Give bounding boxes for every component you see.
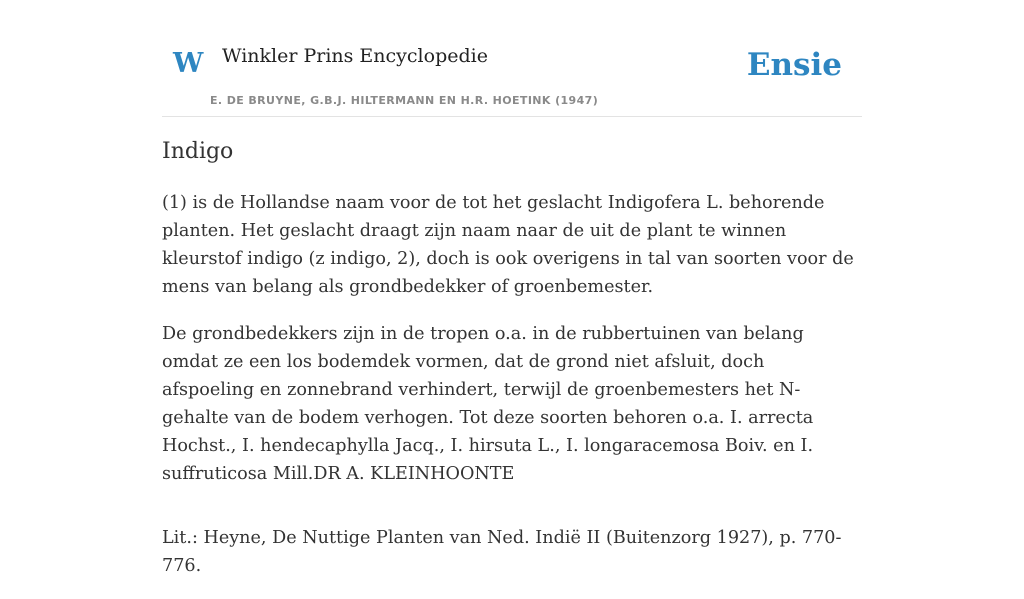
publication-authors: E. DE BRUYNE, G.B.J. HILTERMANN EN H.R. HOETINK (1947) <box>210 94 599 107</box>
literature-reference: Lit.: Heyne, De Nuttige Planten van Ned. Indië II (Buitenzorg 1927), p. 770-776. <box>162 527 842 576</box>
publication-title[interactable]: Winkler Prins Encyclopedie <box>222 45 488 67</box>
article-title: Indigo <box>162 139 234 164</box>
article <box>162 138 862 599</box>
article-paragraph: (1) is de Hollandse naam voor de tot het geslacht Indigofera L. behorende planten. Het geslacht draagt zijn naam naar de uit de plant te winnen kleurstof indigo (z indigo, 2), doch is ook overigens in tal van soorten voor de mens van belang als grondbedekker of groenbemester. <box>162 192 854 297</box>
ensie-logo[interactable]: Ensie <box>746 47 842 83</box>
publication-logo[interactable]: W <box>173 48 204 79</box>
header <box>162 0 862 117</box>
article-paragraph: De grondbedekkers zijn in de tropen o.a. in de rubbertuinen van belang omdat ze een los bodemdek vormen, dat de grond niet afsluit, doch afspoeling en zonnebrand verhindert, terwijl de groenbemesters het N-gehalte van de bodem verhogen. Tot deze soorten behoren o.a. I. arrecta Hochst., I. hendecaphylla Jacq., I. hirsuta L., I. longaracemosa Boiv. en I. suffruticosa Mill.DR A. KLEINHOONTE <box>162 323 814 484</box>
